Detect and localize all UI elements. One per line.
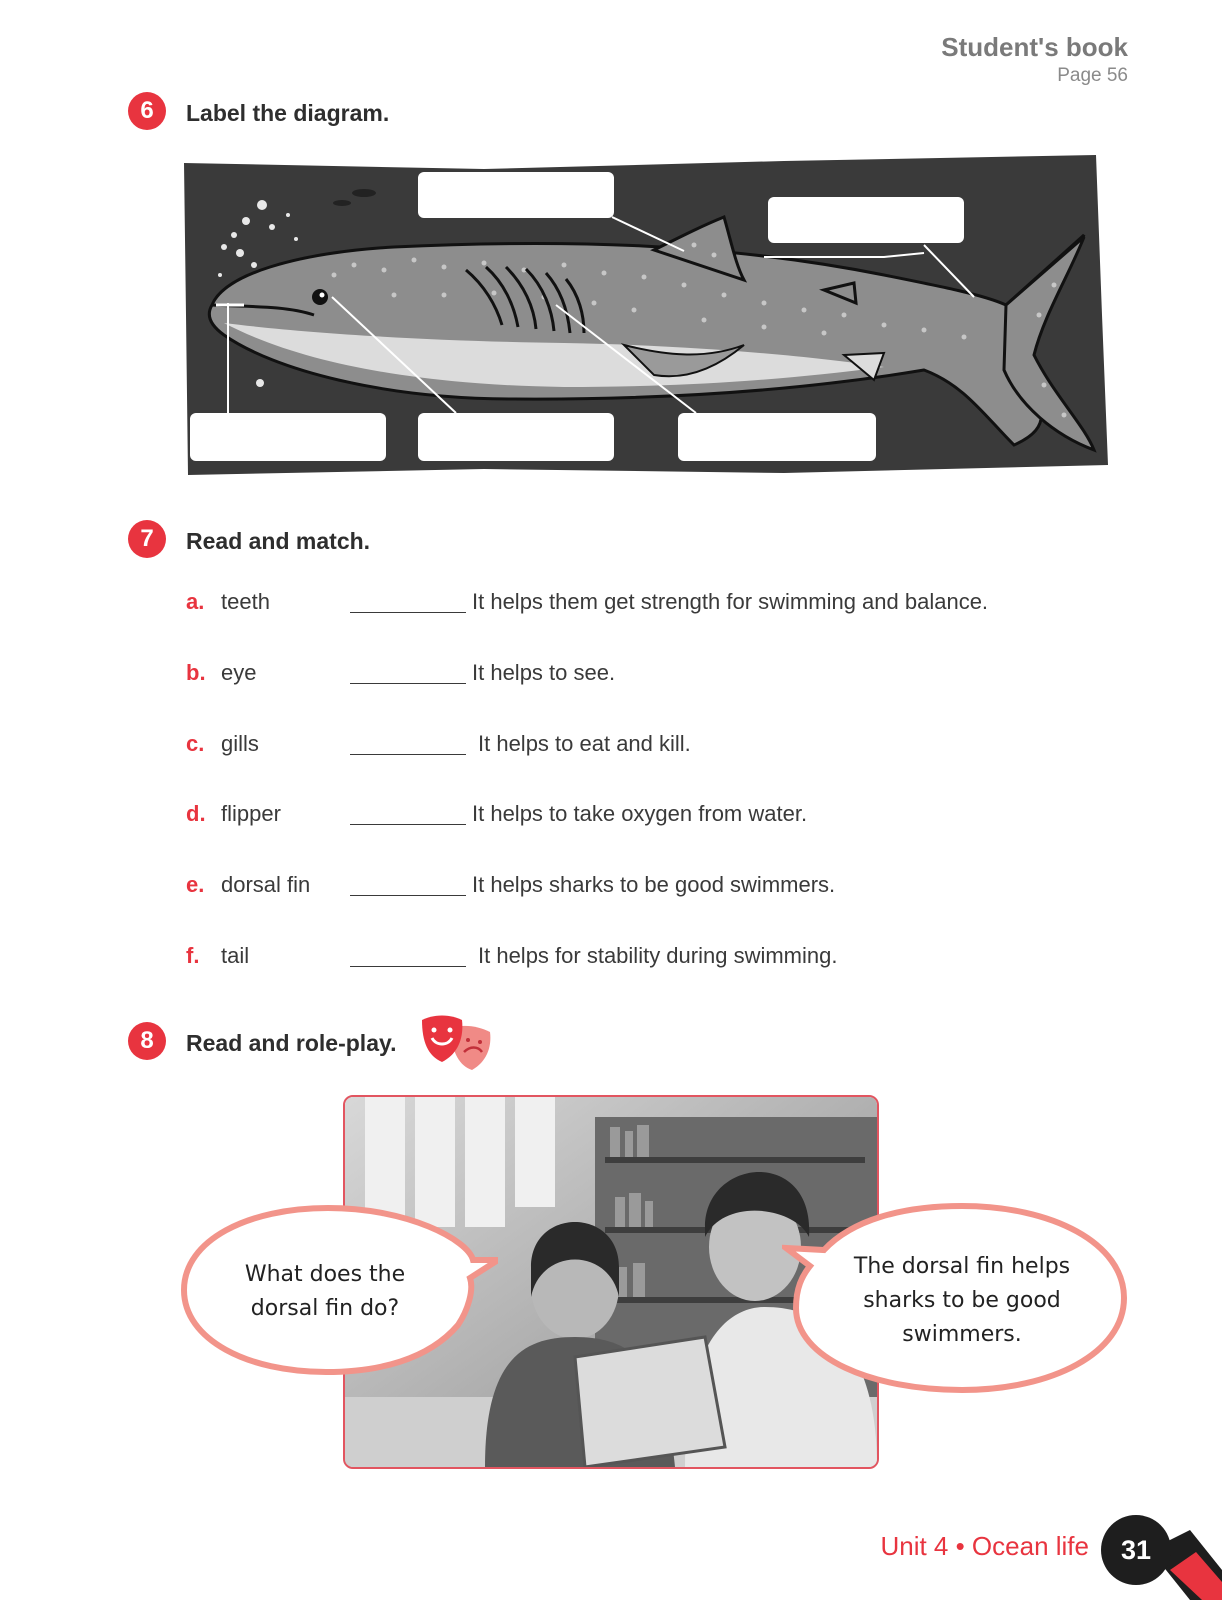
answer-blank[interactable] [350, 895, 466, 896]
answer-blank[interactable] [350, 754, 466, 755]
label-box-teeth[interactable] [190, 413, 386, 461]
unit-title: Unit 4 • Ocean life [880, 1531, 1089, 1561]
label-box-gills[interactable] [678, 413, 876, 461]
match-definition: It helps to take oxygen from water. [472, 801, 808, 826]
speech-line: dorsal fin do? [250, 1296, 400, 1321]
match-definition: It helps to see. [472, 660, 616, 685]
match-definition: It helps sharks to be good swimmers. [472, 872, 836, 897]
match-word: gills [221, 731, 259, 756]
page-number: 31 [1101, 1515, 1171, 1585]
match-letter: a. [186, 589, 205, 614]
header [941, 32, 1128, 87]
exercise-8-title: Read and role-play. [186, 1030, 397, 1056]
match-row-a [186, 589, 1086, 619]
speech-text-left [210, 1258, 440, 1326]
page-reference: Page 56 [1057, 65, 1128, 86]
speech-line: swimmers. [902, 1322, 1022, 1347]
exercise-6-number: 6 [128, 92, 166, 130]
exercise-6-title: Label the diagram. [186, 100, 390, 126]
match-row-b [186, 660, 1086, 690]
match-letter: d. [186, 801, 206, 826]
shark-diagram [184, 155, 1126, 477]
label-box-tail[interactable] [768, 197, 964, 243]
match-definition: It helps for stability during swimming. [478, 943, 838, 968]
speech-text-right [822, 1250, 1102, 1352]
speech-line: What does the [244, 1262, 406, 1287]
match-letter: b. [186, 660, 206, 685]
drama-masks-icon [420, 1014, 500, 1074]
match-letter: c. [186, 731, 205, 756]
label-box-eye[interactable] [418, 413, 614, 461]
speech-line: The dorsal fin helps [853, 1254, 1071, 1279]
match-row-d [186, 801, 1086, 831]
answer-blank[interactable] [350, 824, 466, 825]
match-row-c [186, 731, 1086, 761]
label-box-dorsal-fin[interactable] [418, 172, 614, 218]
answer-blank[interactable] [350, 966, 466, 967]
match-word: dorsal fin [221, 872, 311, 897]
speech-line: sharks to be good [863, 1288, 1061, 1313]
match-word: teeth [221, 589, 270, 614]
match-letter: f. [186, 943, 200, 968]
book-title: Student's book [941, 32, 1128, 62]
answer-blank[interactable] [350, 612, 466, 613]
match-word: tail [221, 943, 250, 968]
match-word: eye [221, 660, 257, 685]
answer-blank[interactable] [350, 683, 466, 684]
match-definition: It helps to eat and kill. [478, 731, 691, 756]
match-row-f [186, 943, 1086, 973]
exercise-7-title: Read and match. [186, 528, 371, 554]
match-definition: It helps them get strength for swimming and balance. [472, 589, 989, 614]
match-row-e [186, 872, 1086, 902]
exercise-7-number: 7 [128, 520, 166, 558]
match-word: flipper [221, 801, 281, 826]
match-letter: e. [186, 872, 205, 897]
exercise-8-number: 8 [128, 1022, 166, 1060]
